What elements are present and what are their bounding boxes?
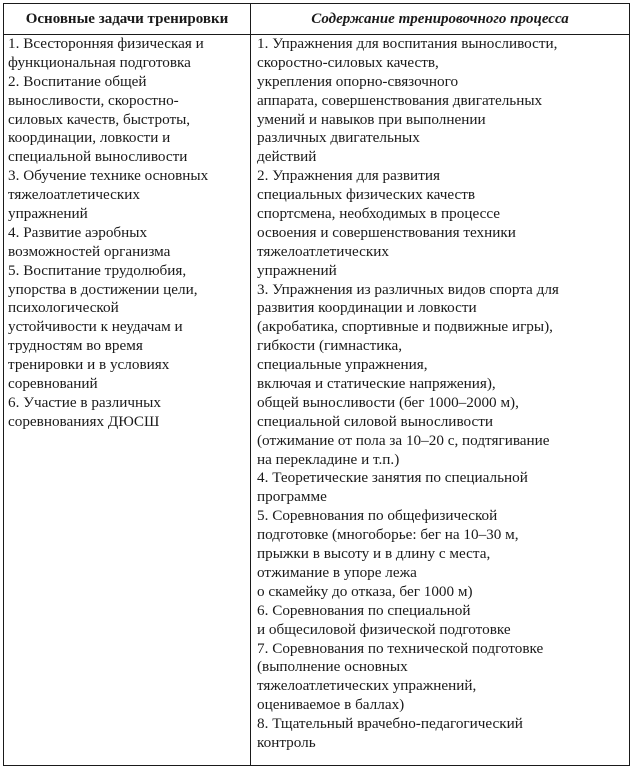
content-line: на перекладине и т.п.) (257, 450, 400, 468)
task-line: устойчивости к неудачам и (8, 318, 183, 336)
task-line: выносливости, скоростно- (8, 91, 179, 109)
content-line: контроль (257, 733, 316, 751)
content-column (257, 35, 629, 753)
content-line: оцениваемое в баллах) (257, 696, 405, 714)
task-line: соревнованиях ДЮСШ (8, 412, 160, 430)
tasks-column (8, 35, 248, 432)
content-line: общей выносливости (бег 1000–2000 м), (257, 393, 519, 411)
content-line: специальных физических качеств (257, 186, 476, 204)
content-line: тяжелоатлетических (257, 242, 389, 260)
content-line: о скамейку до отказа, бег 1000 м) (257, 582, 473, 600)
content-line: 2. Упражнения для развития (257, 167, 440, 185)
header-training-content: Содержание тренировочного процесса (311, 11, 569, 27)
content-line: спортсмена, необходимых в процессе (257, 205, 501, 223)
column-divider (250, 4, 251, 765)
table-header (4, 4, 629, 35)
content-line: 8. Тщательный врачебно-педагогический (257, 715, 523, 733)
task-line: психологической (8, 299, 119, 317)
content-line: умений и навыков при выполнении (257, 110, 486, 128)
content-line: аппарата, совершенствования двигательных (257, 91, 543, 109)
task-line: 5. Воспитание трудолюбия, (8, 261, 187, 279)
task-line: 4. Развитие аэробных (8, 223, 148, 241)
task-line: функциональная подготовка (8, 53, 191, 71)
task-line: тяжелоатлетических (8, 186, 140, 204)
content-line: освоения и совершенствования техники (257, 223, 516, 241)
content-line: подготовке (многоборье: бег на 10–30 м, (257, 526, 519, 544)
content-line: тяжелоатлетических упражнений, (257, 677, 477, 695)
content-line: отжимание в упоре лежа (257, 563, 417, 581)
content-line: скоростно-силовых качеств, (257, 53, 439, 71)
content-line: 4. Теоретические занятия по специальной (257, 469, 528, 487)
content-line: 1. Упражнения для воспитания выносливости, (257, 35, 558, 52)
task-line: 6. Участие в различных (8, 393, 161, 411)
content-line: действий (257, 148, 317, 166)
content-line: прыжки в высоту и в длину с места, (257, 545, 491, 563)
content-line: (акробатика, спортивные и подвижные игры), (257, 318, 553, 336)
task-line: силовых качеств, быстроты, (8, 110, 191, 128)
task-line: упорства в достижении цели, (8, 280, 198, 298)
task-line: 3. Обучение технике основных (8, 167, 209, 185)
content-line: 7. Соревнования по технической подготовке (257, 639, 544, 657)
content-line: 6. Соревнования по специальной (257, 601, 471, 619)
task-line: тренировки и в условиях (8, 356, 170, 374)
content-line: различных двигательных (257, 129, 420, 147)
task-line: возможностей организма (8, 242, 171, 260)
task-line: трудностям во время (8, 337, 143, 355)
task-line: упражнений (8, 205, 88, 223)
content-line: включая и статические напряжения), (257, 375, 496, 393)
content-line: упражнений (257, 261, 337, 279)
task-line: 2. Воспитание общей (8, 72, 147, 90)
content-line: (выполнение основных (257, 658, 408, 676)
content-line: и общесиловой физической подготовке (257, 620, 511, 638)
content-line: (отжимание от пола за 10–20 с, подтягивание (257, 431, 550, 449)
content-line: укрепления опорно-связочного (257, 72, 459, 90)
content-line: 5. Соревнования по общефизической (257, 507, 498, 525)
header-training-tasks: Основные задачи тренировки (25, 11, 229, 27)
content-line: гибкости (гимнастика, (257, 337, 403, 355)
task-line: 1. Всесторонняя физическая и (8, 35, 204, 52)
content-line: специальные упражнения, (257, 356, 428, 374)
task-line: соревнований (8, 375, 98, 393)
content-line: развития координации и ловкости (257, 299, 477, 317)
content-line: программе (257, 488, 327, 506)
content-line: специальной силовой выносливости (257, 412, 493, 430)
task-line: координации, ловкости и (8, 129, 171, 147)
task-line: специальной выносливости (8, 148, 188, 166)
training-table (3, 3, 630, 766)
content-line: 3. Упражнения из различных видов спорта для (257, 280, 559, 298)
